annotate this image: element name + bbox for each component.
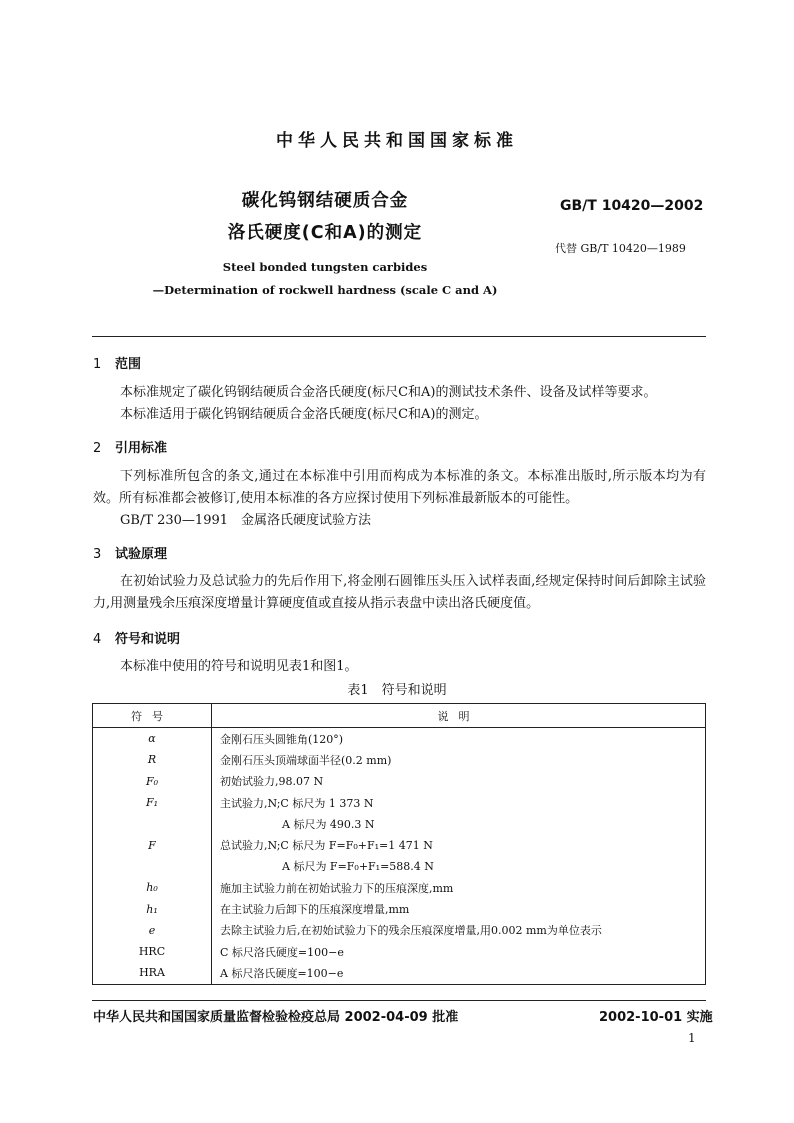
section-title: 试验原理 (115, 547, 168, 562)
section-3-paragraph-1: 在初始试验力及总试验力的先后作用下,将金刚石圆锥压头压入试样表面,经规定保持时间后卸除主试验力,用测量残余压痕深度增量计算硬度值或直接从指示表盘中读出洛氏硬度值。 (93, 574, 706, 611)
standard-type-header: 中华人民共和国国家标准 (276, 131, 518, 151)
description-cell: A 标尺为 490.3 N (282, 817, 375, 831)
symbol-cell: F (93, 834, 212, 855)
table-row (93, 749, 706, 770)
section-1-paragraph-1: 本标准规定了碳化钨钢结硬质合金洛氏硬度(标尺C和A)的测试技术条件、设备及试样等要求。 (120, 385, 657, 400)
table-row (93, 834, 706, 855)
footer-divider (92, 1000, 706, 1001)
table-row (93, 728, 706, 750)
symbol-cell (93, 856, 212, 877)
description-cell: 去除主试验力后,在初始试验力下的残余压痕深度增量,用0.002 mm为单位表示 (220, 924, 602, 938)
table-row (93, 877, 706, 898)
section-title: 符号和说明 (115, 632, 181, 647)
description-cell: A 标尺洛氏硬度=100−e (220, 966, 344, 980)
section-number: 1 (93, 357, 102, 372)
table-row (93, 771, 706, 792)
english-title-line-1: Steel bonded tungsten carbides (222, 260, 428, 274)
description-cell: 施加主试验力前在初始试验力下的压痕深度,mm (220, 881, 454, 895)
symbol-cell: h₀ (93, 877, 212, 898)
table-row (93, 962, 706, 984)
table-row (93, 941, 706, 962)
section-1-paragraph-2: 本标准适用于碳化钨钢结硬质合金洛氏硬度(标尺C和A)的测定。 (120, 407, 488, 422)
description-cell: 在主试验力后卸下的压痕深度增量,mm (220, 903, 410, 917)
section-number: 2 (93, 441, 102, 456)
table-row (93, 856, 706, 877)
section-4-heading (93, 628, 180, 647)
symbol-cell: HRC (93, 941, 212, 962)
table-row (93, 898, 706, 919)
symbol-cell (93, 813, 212, 834)
english-title-line-2: —Determination of rockwell hardness (scale C and A) (152, 283, 498, 297)
description-cell: 初始试验力,98.07 N (220, 775, 324, 789)
table-row (93, 813, 706, 834)
section-2-reference: GB/T 230—1991 金属洛氏硬度试验方法 (120, 513, 372, 528)
description-cell: 金刚石压头圆锥角(120°) (220, 732, 344, 746)
section-4-paragraph-1: 本标准中使用的符号和说明见表1和图1。 (120, 659, 358, 674)
description-cell: 主试验力,N;C 标尺为 1 373 N (220, 796, 374, 810)
effective-date: 2002-10-01 实施 (599, 1010, 713, 1025)
table-row (93, 920, 706, 941)
standard-code: GB/T 10420—2002 (560, 198, 704, 214)
section-3-heading (93, 543, 167, 562)
section-2-paragraph-1: 下列标准所包含的条文,通过在本标准中引用而构成为本标准的条文。本标准出版时,所示版本均为有效。所有标准都会被修订,使用本标准的各方应探讨使用下列标准最新版本的可能性。 (93, 469, 706, 506)
section-1-heading (93, 353, 141, 372)
symbol-cell: e (93, 920, 212, 941)
symbol-cell: F₀ (93, 771, 212, 792)
section-title: 引用标准 (115, 441, 168, 456)
description-cell: 总试验力,N;C 标尺为 F=F₀+F₁=1 471 N (220, 839, 433, 853)
description-cell: A 标尺为 F=F₀+F₁=588.4 N (282, 860, 434, 874)
title-line-1: 碳化钨钢结硬质合金 (241, 191, 409, 211)
symbol-cell: HRA (93, 962, 212, 984)
approval-statement: 中华人民共和国国家质量监督检验检疫总局 2002-04-09 批准 (93, 1010, 459, 1025)
symbol-cell: h₁ (93, 898, 212, 919)
section-number: 4 (93, 632, 102, 647)
section-number: 3 (93, 547, 102, 562)
page-number: 1 (688, 1031, 696, 1045)
table-row (93, 792, 706, 813)
header-description: 说明 (212, 704, 706, 728)
symbol-cell: F₁ (93, 792, 212, 813)
description-cell: C 标尺洛氏硬度=100−e (220, 945, 344, 959)
description-cell: 金刚石压头顶端球面半径(0.2 mm) (220, 753, 392, 767)
section-title: 范围 (115, 357, 142, 372)
title-line-2: 洛氏硬度(C和A)的测定 (227, 223, 423, 243)
symbol-cell: α (93, 728, 212, 750)
table-caption: 表1 符号和说明 (347, 683, 447, 698)
section-2-heading (93, 437, 167, 456)
table-header-row (93, 704, 706, 728)
symbol-cell: R (93, 749, 212, 770)
symbols-table (92, 703, 706, 985)
header-symbol: 符号 (93, 704, 212, 728)
header-divider (92, 336, 706, 337)
replaces-note: 代替 GB/T 10420—1989 (555, 242, 686, 255)
